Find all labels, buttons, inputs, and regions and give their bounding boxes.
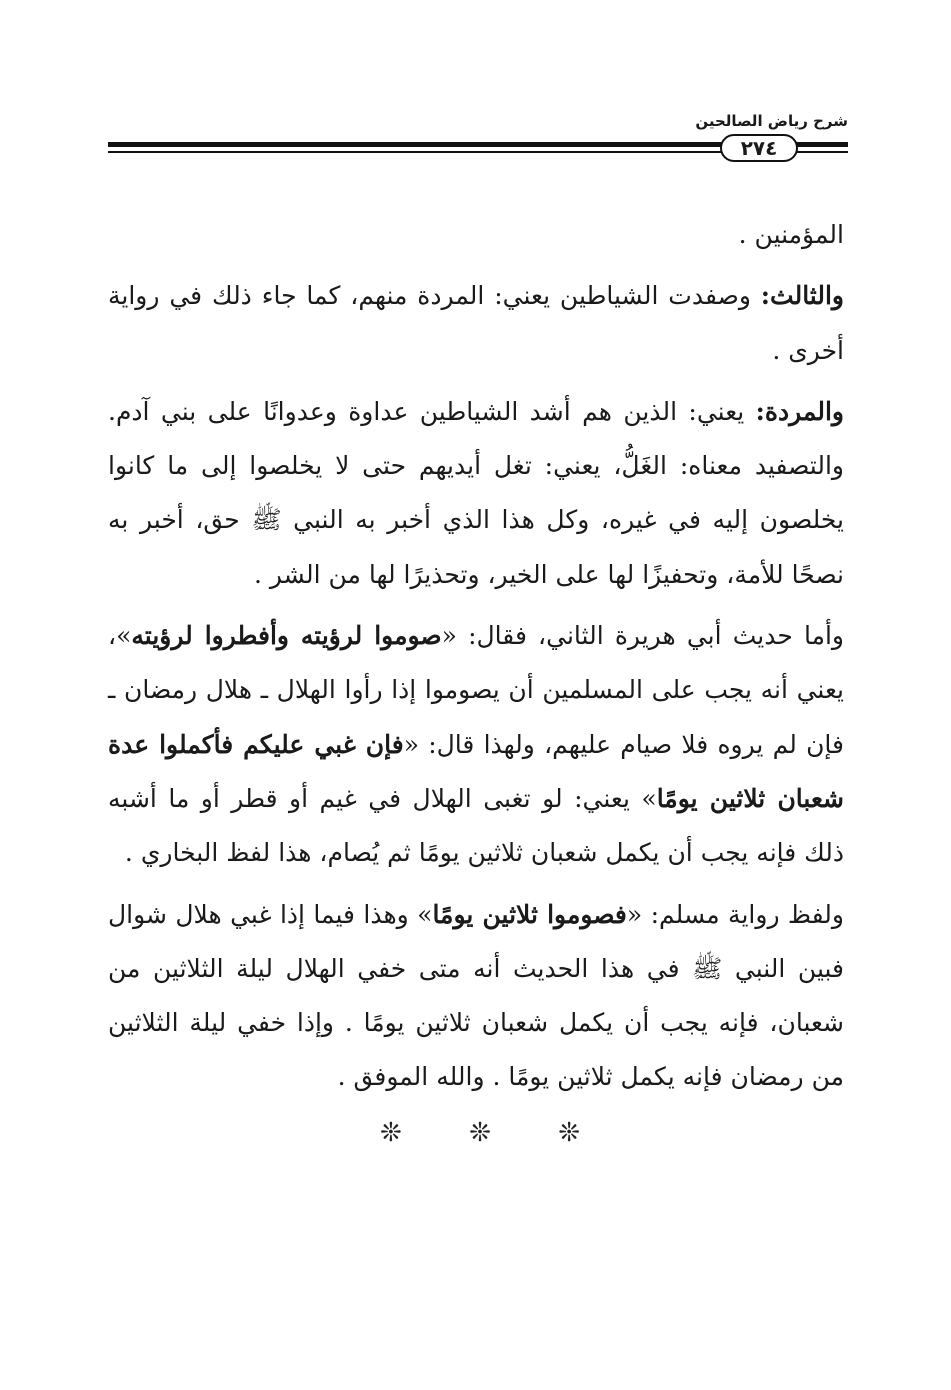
text-run: » وهذا فيما إذا غبي هلال شوال فبين النبي ﷺ في هذا الحديث أنه متى خفي الهلال ليلة الثلاثين من شعبان، فإنه يجب أن يكمل شعبان ثلاثين يومًا . وإذا خفي ليلة الثلاثين من رمضان فإنه يكمل ثلاثين يومًا . والله الموفق . xyxy=(108,899,844,1092)
text-run: ولفظ رواية مسلم: « xyxy=(626,899,844,929)
hadith-quote: فإن غبي عليكم فأكملوا عدة شعبان ثلاثين يومًا xyxy=(108,729,844,813)
paragraph-3 xyxy=(108,385,844,602)
bold-term: والمردة: xyxy=(755,396,844,426)
hadith-quote: فصوموا ثلاثين يومًا xyxy=(432,899,627,929)
section-separator xyxy=(380,1118,580,1148)
text-run: وأما حديث أبي هريرة الثاني، فقال: « xyxy=(441,621,845,651)
paragraph-1 xyxy=(108,208,844,262)
paragraph-4 xyxy=(108,609,844,880)
page-body xyxy=(108,208,844,1112)
page-number: ٢٧٤ xyxy=(720,134,798,162)
book-title: شرح رياض الصالحين xyxy=(695,112,848,130)
text-run: يعني: الذين هم أشد الشياطين عداوة وعدوانًا على بني آدم. والتصفيد معناه: الغَلُّ، يعني: تغل أيديهم حتى لا يخلصوا إلى ما كانوا يخلصون إليه في غيره، وكل هذا الذي أخبر به النبي ﷺ حق، أخبر به نصحًا للأمة، وتحفيزًا لها على الخير، وتحذيرًا لها من الشر . xyxy=(108,396,844,589)
text-run: »، يعني أنه يجب على المسلمين أن يصوموا إذا رأوا الهلال ـ هلال رمضان ـ فإن لم يروه فلا صيام عليهم، ولهذا قال: « xyxy=(108,621,845,759)
text-run: » يعني: لو تغبى الهلال في غيم أو قطر أو ما أشبه ذلك فإنه يجب أن يكمل شعبان ثلاثين يومًا ثم يُصام، هذا لفظ البخاري . xyxy=(108,783,844,868)
star-ornament-icon: ❊ xyxy=(380,1118,402,1148)
text-run: وصفدت الشياطين يعني: المردة منهم، كما جاء ذلك في رواية أخرى . xyxy=(108,281,844,365)
hadith-quote: صوموا لرؤيته وأفطروا لرؤيته xyxy=(131,621,442,651)
page-header xyxy=(108,112,848,162)
text-run: المؤمنين . xyxy=(738,220,844,249)
star-ornament-icon: ❊ xyxy=(469,1118,491,1148)
paragraph-5 xyxy=(108,888,844,1105)
paragraph-2 xyxy=(108,269,844,378)
star-ornament-icon: ❊ xyxy=(558,1118,580,1148)
bold-term: والثالث: xyxy=(760,281,844,311)
